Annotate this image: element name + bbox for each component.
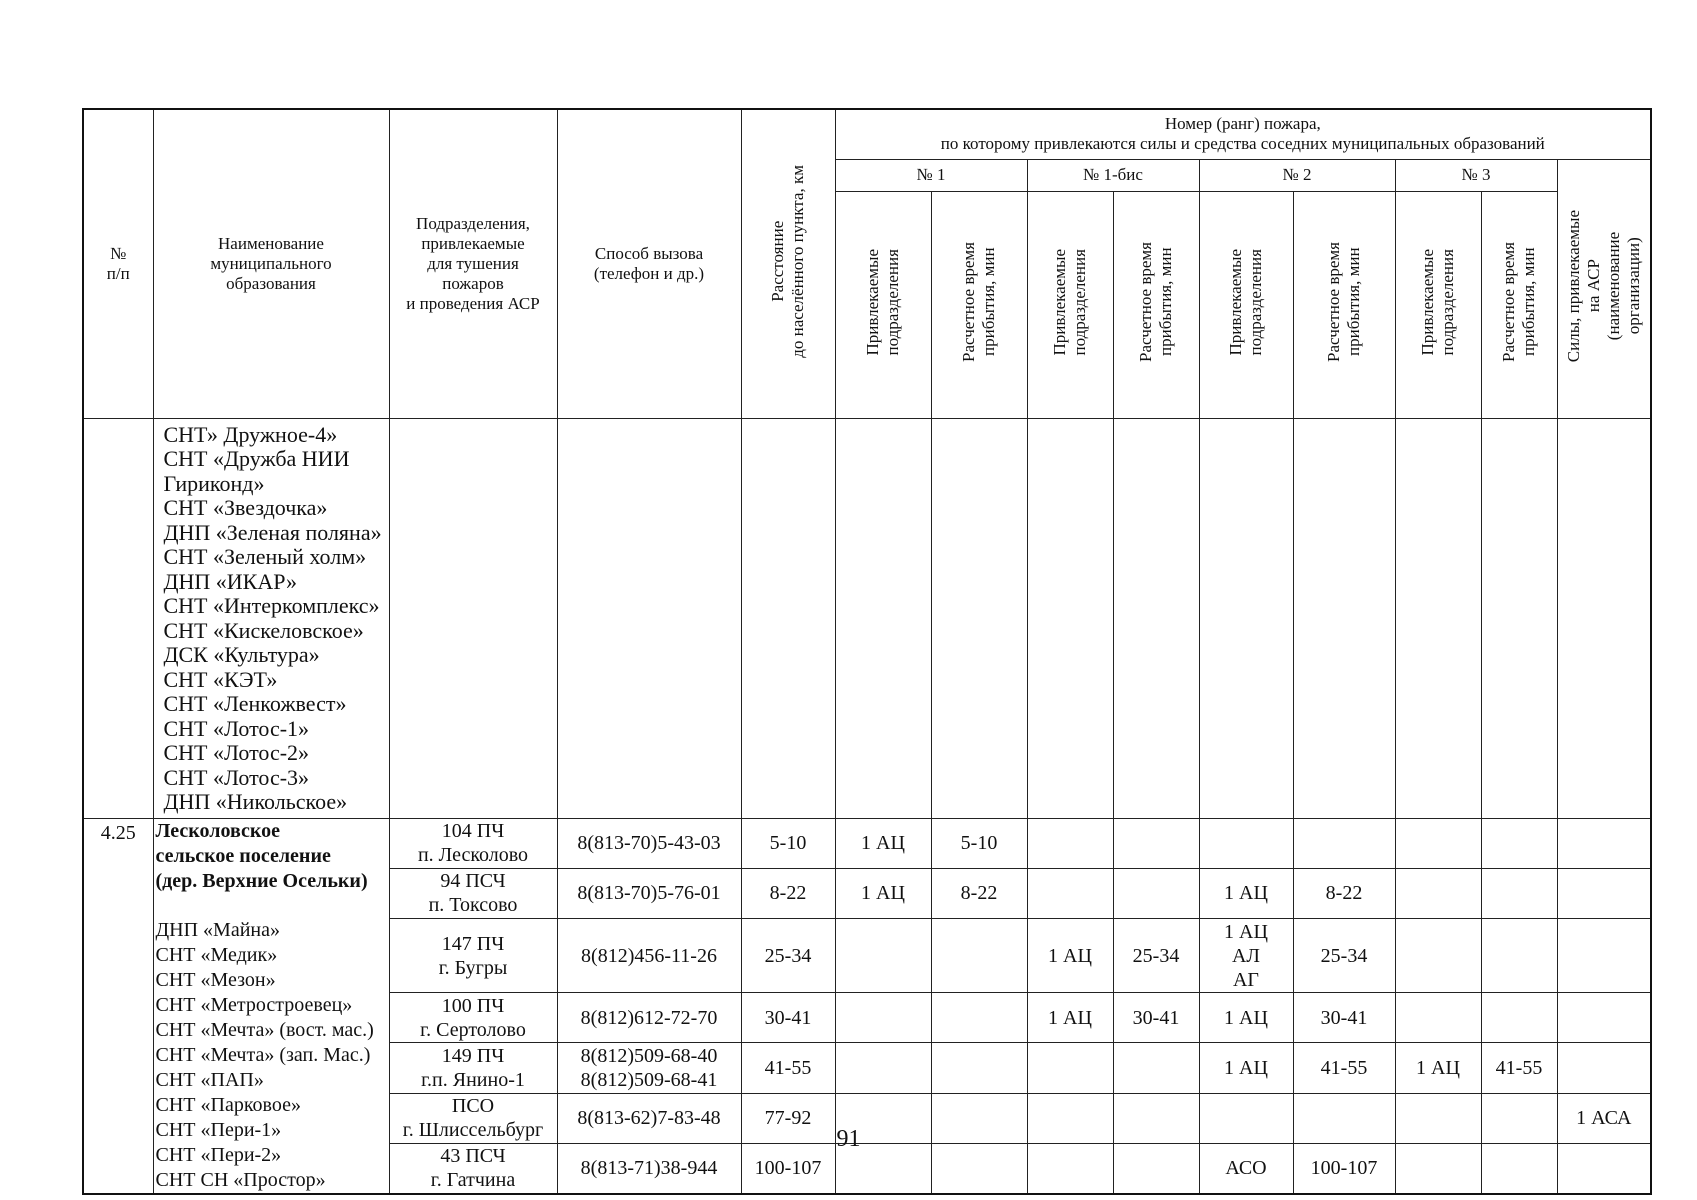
- rank3-time-cell: [1481, 918, 1557, 992]
- settlement-item: СНТ «Парковое»: [155, 1093, 301, 1116]
- distance-cell: 25-34: [741, 918, 835, 992]
- asr-cell: [1557, 868, 1651, 918]
- phone-cell: 8(812)509-68-40 8(812)509-68-41: [557, 1043, 741, 1093]
- rank1bis-units-cell: [1027, 1043, 1113, 1093]
- settlement-item: СНТ «Мечта» (зап. Мас.): [155, 1043, 371, 1066]
- continuation-name-item: ДНП «ИКАР»: [163, 568, 298, 594]
- settlement-item: СНТ «Мезон»: [155, 968, 276, 991]
- header-r1bis-time: Расчетное время прибытия, мин: [1113, 191, 1199, 418]
- header-distance: Расстояние до населённого пункта, км: [741, 109, 835, 418]
- rank1bis-units-cell: 1 АЦ: [1027, 918, 1113, 992]
- continuation-name-item: СНТ» Дружное-4»: [163, 421, 338, 447]
- rank3-time-cell: [1481, 868, 1557, 918]
- table-row: [83, 818, 1651, 868]
- header-units: Подразделения, привлекаемые для тушения пожаров и проведения АСР: [389, 109, 557, 418]
- header-rank-1bis: № 1-бис: [1027, 159, 1199, 191]
- rank2-units-cell: [1199, 818, 1293, 868]
- rank1-time-cell: 8-22: [931, 868, 1027, 918]
- asr-cell: [1557, 818, 1651, 868]
- asr-cell: [1557, 1043, 1651, 1093]
- continuation-name-item: СНТ «Интеркомплекс»: [163, 593, 380, 618]
- rank1bis-time-cell: [1113, 1043, 1199, 1093]
- rank2-units-cell: 1 АЦ: [1199, 993, 1293, 1043]
- rank1-time-cell: 5-10: [931, 818, 1027, 868]
- header-rank-3: № 3: [1395, 159, 1557, 191]
- rank1-time-cell: [931, 1043, 1027, 1093]
- rank2-units-cell: 1 АЦ: [1199, 868, 1293, 918]
- rank2-time-cell: 41-55: [1293, 1043, 1395, 1093]
- rank3-time-cell: 41-55: [1481, 1043, 1557, 1093]
- rank2-time-cell: 100-107: [1293, 1143, 1395, 1193]
- continuation-name-item: СНТ «Лотос-1»: [163, 715, 310, 741]
- rank3-units-cell: [1395, 993, 1481, 1043]
- phone-cell: 8(813-62)7-83-48: [557, 1093, 741, 1143]
- continuation-name-item: СНТ «КЭТ»: [163, 666, 278, 692]
- header-municipality: Наименование муниципального образования: [153, 109, 389, 418]
- continuation-name-item: СНТ «Зеленый холм»: [163, 544, 367, 569]
- rank2-units-cell: 1 АЦ АЛ АГ: [1199, 918, 1293, 992]
- continuation-name-item: СНТ «Дружба НИИ: [163, 446, 350, 471]
- continuation-name-item: СНТ «Лотос-3»: [163, 764, 310, 790]
- rank1bis-time-cell: 25-34: [1113, 918, 1199, 992]
- continuation-names: [153, 418, 389, 818]
- continuation-num: [83, 418, 153, 818]
- settlement-item: СНТ «Медик»: [155, 943, 278, 966]
- rank2-units-cell: АСО: [1199, 1143, 1293, 1193]
- continuation-name-item: СНТ «Звездочка»: [163, 495, 328, 520]
- header-num: № п/п: [83, 109, 153, 418]
- rank2-time-cell: 25-34: [1293, 918, 1395, 992]
- rank1-units-cell: [835, 1043, 931, 1093]
- rank2-time-cell: 8-22: [1293, 868, 1395, 918]
- header-r1-time: Расчетное время прибытия, мин: [931, 191, 1027, 418]
- settlement-item: СНТ «ПАП»: [155, 1068, 264, 1091]
- continuation-name-item: СНТ «Лотос-2»: [163, 740, 310, 765]
- distance-cell: 30-41: [741, 993, 835, 1043]
- page-number: 91: [836, 1126, 861, 1152]
- phone-cell: 8(813-71)38-944: [557, 1143, 741, 1193]
- settlement-item: СНТ «Пери-2»: [155, 1143, 282, 1166]
- unit-cell: 43 ПСЧ г. Гатчина: [389, 1143, 557, 1193]
- asr-cell: [1557, 993, 1651, 1043]
- unit-cell: 104 ПЧ п. Лесколово: [389, 818, 557, 868]
- rank1-units-cell: [835, 918, 931, 992]
- settlement-item: СНТ СН «Простор»: [155, 1168, 326, 1191]
- header-r1-units: Привлекаемые подразделения: [835, 191, 931, 418]
- rank2-units-cell: 1 АЦ: [1199, 1043, 1293, 1093]
- section-number: 4.25: [83, 818, 153, 1194]
- asr-cell: [1557, 918, 1651, 992]
- rank3-units-cell: [1395, 818, 1481, 868]
- fire-resources-table: [82, 108, 1652, 1195]
- rank1bis-time-cell: [1113, 818, 1199, 868]
- header-fire-rank: Номер (ранг) пожара, по которому привлекаются силы и средства соседних муниципальных образований: [835, 109, 1651, 159]
- unit-cell: 94 ПСЧ п. Токсово: [389, 868, 557, 918]
- distance-cell: 41-55: [741, 1043, 835, 1093]
- header-r3-units: Привлекаемые подразделения: [1395, 191, 1481, 418]
- phone-cell: 8(813-70)5-43-03: [557, 818, 741, 868]
- rank1bis-units-cell: [1027, 818, 1113, 868]
- unit-cell: 147 ПЧ г. Бугры: [389, 918, 557, 992]
- continuation-name-item: СНТ «Ленкожвест»: [163, 691, 347, 716]
- continuation-name-item: Гириконд»: [163, 470, 265, 496]
- phone-cell: 8(812)612-72-70: [557, 993, 741, 1043]
- unit-cell: 100 ПЧ г. Сертолово: [389, 993, 557, 1043]
- phone-cell: 8(812)456-11-26: [557, 918, 741, 992]
- rank3-units-cell: 1 АЦ: [1395, 1043, 1481, 1093]
- continuation-name-item: ДНП «Зеленая поляна»: [163, 519, 382, 545]
- header-r1bis-units: Привлекаемые подразделения: [1027, 191, 1113, 418]
- continuation-name-item: ДСК «Культура»: [163, 642, 320, 667]
- rank1-time-cell: [931, 918, 1027, 992]
- rank1-time-cell: [931, 993, 1027, 1043]
- rank1bis-units-cell: [1027, 868, 1113, 918]
- distance-cell: 5-10: [741, 818, 835, 868]
- municipality-name: Лесколовское сельское поселение (дер. Верхние Осельки): [155, 819, 368, 892]
- unit-cell: 149 ПЧ г.п. Янино-1: [389, 1043, 557, 1093]
- continuation-row: [83, 418, 1651, 818]
- settlement-item: СНТ «Пери-1»: [155, 1118, 282, 1141]
- rank1bis-time-cell: 30-41: [1113, 993, 1199, 1043]
- settlement-item: СНТ «Мечта» (вост. мас.): [155, 1018, 374, 1041]
- distance-cell: 77-92: [741, 1093, 835, 1143]
- settlement-item: СНТ «Метростроевец»: [155, 993, 353, 1016]
- header-rank-1: № 1: [835, 159, 1027, 191]
- header-asr: Силы, привлекаемые на АСР (наименование организации): [1557, 159, 1651, 418]
- rank1bis-units-cell: 1 АЦ: [1027, 993, 1113, 1043]
- header-call-method: Способ вызова (телефон и др.): [557, 109, 741, 418]
- rank2-time-cell: 30-41: [1293, 993, 1395, 1043]
- rank2-time-cell: [1293, 818, 1395, 868]
- rank3-time-cell: [1481, 993, 1557, 1043]
- distance-cell: 8-22: [741, 868, 835, 918]
- rank3-units-cell: [1395, 918, 1481, 992]
- rank1-units-cell: 1 АЦ: [835, 868, 931, 918]
- header-r2-time: Расчетное время прибытия, мин: [1293, 191, 1395, 418]
- rank3-time-cell: [1481, 818, 1557, 868]
- header-rank-2: № 2: [1199, 159, 1395, 191]
- header-r3-time: Расчетное время прибытия, мин: [1481, 191, 1557, 418]
- unit-cell: ПСО г. Шлиссельбург: [389, 1093, 557, 1143]
- continuation-name-item: ДНП «Никольское»: [163, 789, 348, 814]
- continuation-name-item: СНТ «Кискеловское»: [163, 617, 364, 643]
- rank1-units-cell: 1 АЦ: [835, 818, 931, 868]
- asr-cell: 1 АСА: [1557, 1093, 1651, 1143]
- distance-cell: 100-107: [741, 1143, 835, 1193]
- rank3-units-cell: [1395, 868, 1481, 918]
- rank1bis-time-cell: [1113, 868, 1199, 918]
- rank1-units-cell: [835, 993, 931, 1043]
- phone-cell: 8(813-70)5-76-01: [557, 868, 741, 918]
- settlement-item: ДНП «Майна»: [155, 918, 280, 941]
- header-r2-units: Привлекаемые подразделения: [1199, 191, 1293, 418]
